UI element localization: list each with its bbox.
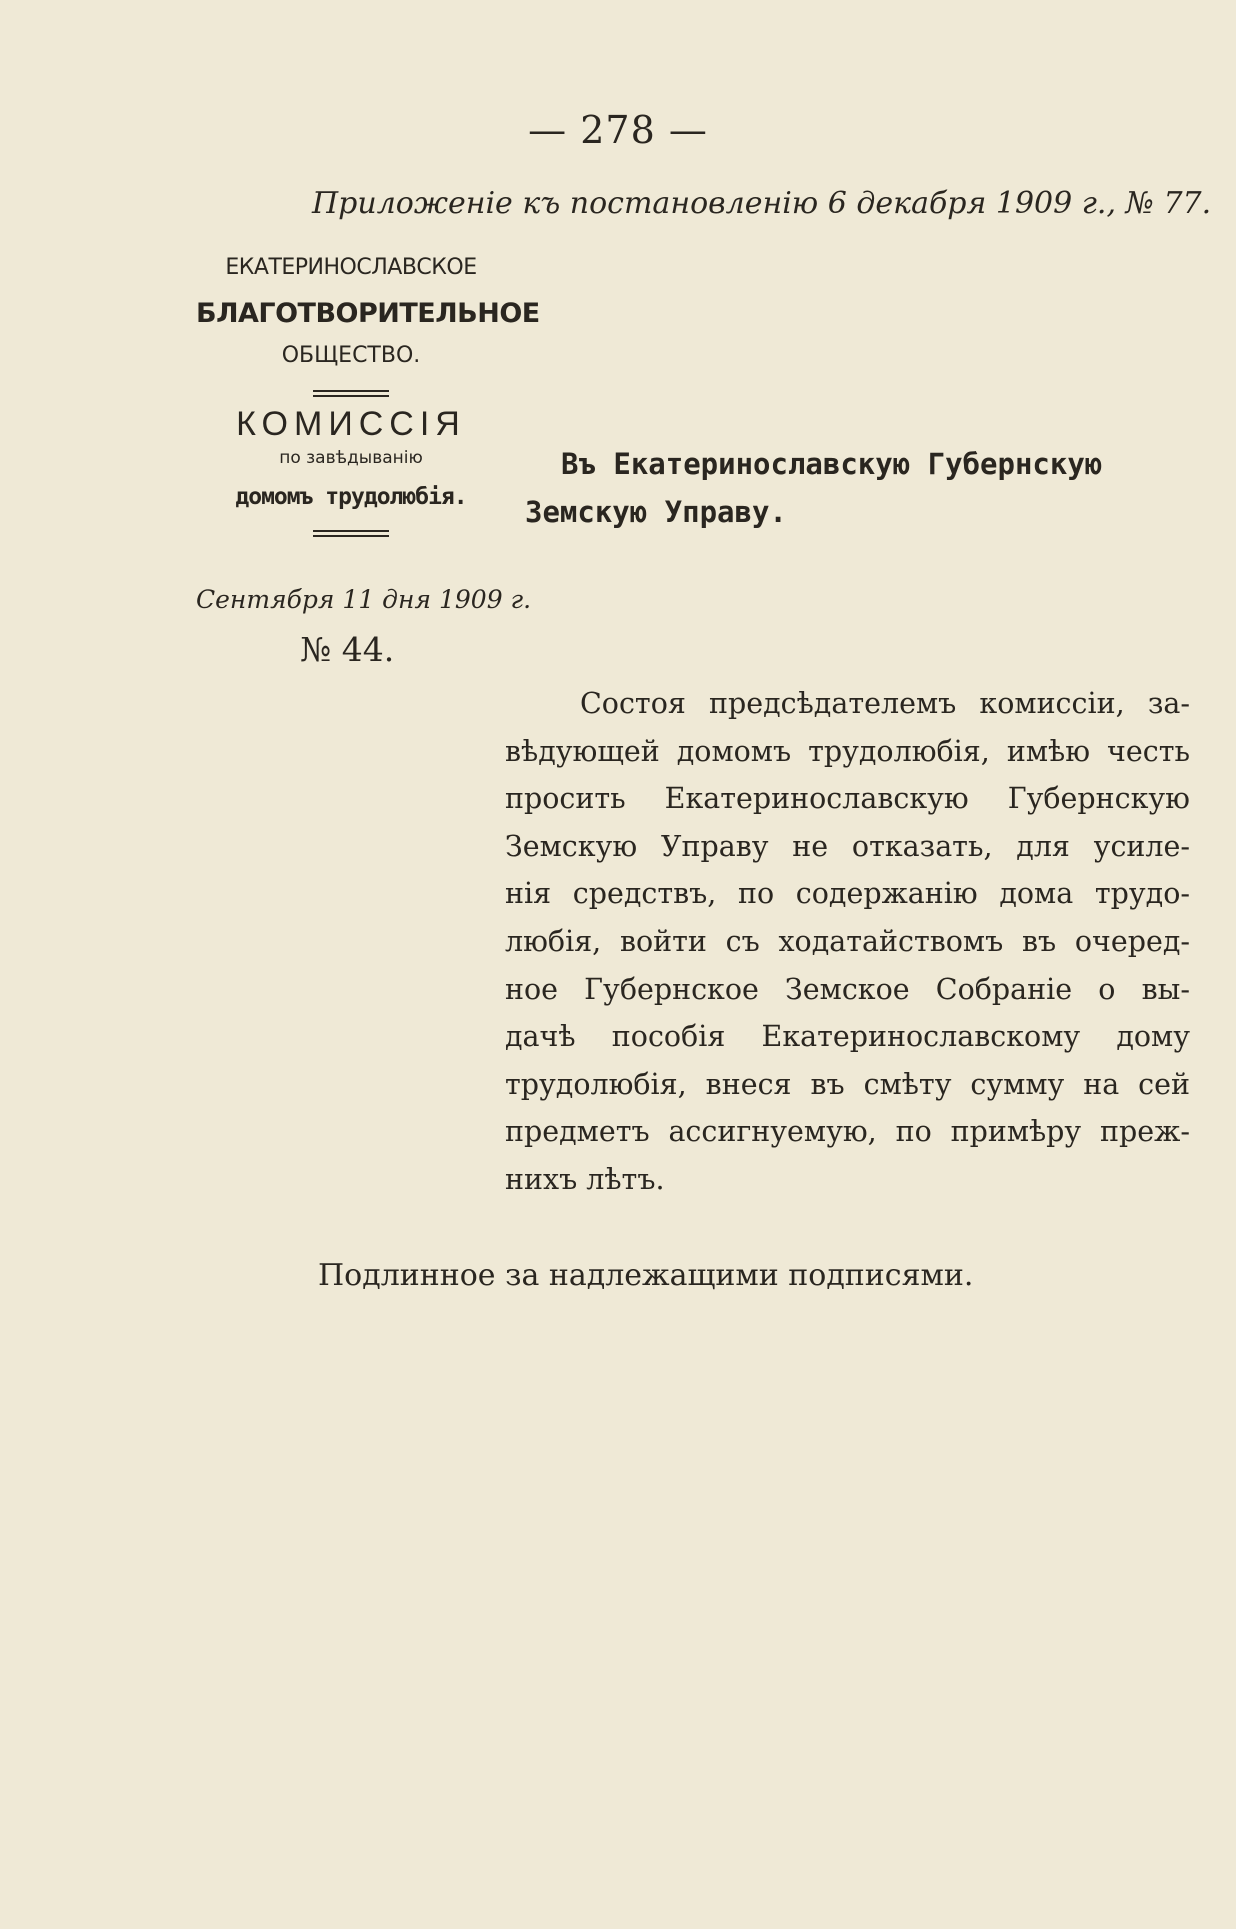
date-line: Сентября 11 дня 1909 г. — [196, 585, 532, 614]
letterhead-society: БЛАГОТВОРИТЕЛЬНОЕ — [196, 298, 540, 329]
body-line: вѣдующей домомъ трудолюбія, имѣю честь — [505, 734, 1190, 768]
letterhead-subtitle-1: по завѣдыванію — [279, 448, 423, 468]
letterhead-city: ЕКАТЕРИНОСЛАВСКОЕ — [225, 255, 477, 280]
body-line: просить Екатеринославскую Губернскую — [505, 782, 1190, 816]
body-line: трудолюбія, внеся въ смѣту сумму на сей — [505, 1067, 1190, 1101]
document-number: № 44. — [300, 630, 395, 669]
letterhead — [196, 255, 540, 537]
closing-line: Подлинное за надлежащими подписями. — [318, 1258, 974, 1293]
addressee-line-2: Земскую Управу. — [525, 495, 787, 529]
page-number: — 278 — — [528, 108, 708, 152]
body-line: ное Губернское Земское Собраніе о вы- — [505, 972, 1190, 1006]
addressee — [525, 440, 1195, 536]
body-line: нія средствъ, по содержанію дома трудо- — [505, 877, 1190, 911]
letter-body — [505, 680, 1190, 1204]
body-line: Земскую Управу не отказать, для усиле- — [505, 829, 1190, 863]
addressee-line-1: Въ Екатеринославскую Губернскую — [561, 447, 1103, 481]
body-line: дачѣ пособія Екатеринославскому дому — [505, 1020, 1190, 1054]
body-line: любія, войти съ ходатайствомъ въ очеред- — [505, 924, 1190, 958]
letterhead-commission: КОМИССІЯ — [236, 405, 466, 443]
double-rule-divider — [313, 390, 389, 397]
appendix-header: Приложеніе къ постановленію 6 декабря 1909 г., № 77. — [312, 186, 1212, 221]
letterhead-society-word: ОБЩЕСТВО. — [281, 343, 421, 368]
double-rule-divider — [313, 530, 389, 537]
body-line: нихъ лѣтъ. — [505, 1162, 665, 1196]
letterhead-subtitle-2: домомъ трудолюбія. — [235, 484, 467, 510]
body-line: Состоя предсѣдателемъ комиссіи, за- — [580, 687, 1190, 720]
body-line: предметъ ассигнуемую, по примѣру преж- — [505, 1115, 1190, 1149]
